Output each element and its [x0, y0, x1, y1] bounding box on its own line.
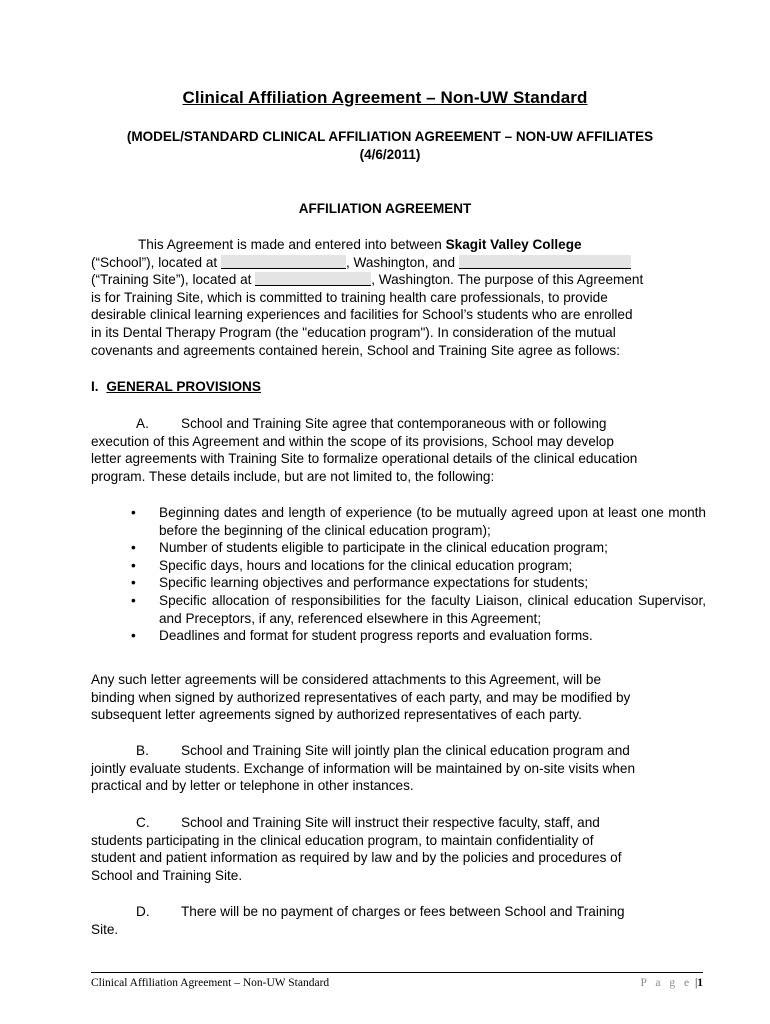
intro-line-6: in its Dental Therapy Program (the "education program"). In consideration of the mutual	[91, 324, 616, 340]
list-item: • Specific days, hours and locations for the clinical education program;	[131, 557, 573, 573]
list-item: • Number of students eligible to participate in the clinical education program;	[131, 540, 608, 556]
list-item: • Beginning dates and length of experience (to be mutually agreed upon at least one month before the beginning of the clinical education program);	[131, 505, 706, 538]
footer-divider	[91, 972, 703, 973]
agreement-heading: AFFILIATION AGREEMENT	[298, 201, 472, 216]
intro-line-2: (“School”), located at , Washington, and	[91, 254, 703, 272]
training-site-location-field[interactable]	[255, 272, 371, 286]
list-item: • Specific learning objectives and performance expectations for students;	[131, 575, 589, 591]
details-bullet-list	[131, 504, 706, 645]
footer-page-number: P a g e |1	[640, 977, 703, 989]
intro-line-5: desirable clinical learning experiences and facilities for School’s students who are enrolled	[91, 307, 633, 323]
intro-line-7: covenants and agreements contained herein, School and Training Site agree as follows:	[91, 342, 620, 358]
letter-agreements-paragraph: Any such letter agreements will be considered attachments to this Agreement, will be binding when signed by authorized representatives of each party, and may be modified by subsequent letter agreements signed by authorized representatives of each party.	[91, 672, 631, 723]
paragraph-a: A. School and Training Site agree that contemporaneous with or following execution of this Agreement and within the scope of its provisions, School may develop letter agreements with Training Site to formalize operational details of the clinical education program. These details include, but are not limited to, the following:	[91, 416, 638, 484]
school-name: Skagit Valley College	[445, 237, 582, 252]
paragraph-d: D. There will be no payment of charges or fees between School and Training Site.	[91, 904, 625, 937]
section-heading-general-provisions: I. GENERAL PROVISIONS	[91, 379, 261, 394]
intro-paragraph	[91, 236, 703, 359]
intro-line-1: This Agreement is made and entered into between Skagit Valley College	[138, 237, 582, 252]
list-item: • Deadlines and format for student progress reports and evaluation forms.	[131, 628, 593, 644]
paragraph-b: B. School and Training Site will jointly plan the clinical education program and jointly evaluate students. Exchange of information will be maintained by on-site visits when practical and by letter or telephone in other instances.	[91, 743, 636, 794]
list-item: • Specific allocation of responsibilities for the faculty Liaison, clinical education Supervisor, and Preceptors, if any, referenced elsewhere in this Agreement;	[131, 592, 706, 626]
training-site-name-field[interactable]	[459, 255, 631, 269]
footer-document-title: Clinical Affiliation Agreement – Non-UW Standard	[91, 977, 330, 989]
paragraph-c: C. School and Training Site will instruct their respective faculty, staff, and students participating in the clinical education program, to maintain confidentiality of student and patient information as required by law and by the policies and procedures of School and Training Site.	[91, 815, 622, 883]
subtitle-date: (4/6/2011)	[359, 147, 421, 162]
document-title: Clinical Affiliation Agreement – Non-UW Standard	[182, 88, 588, 107]
school-location-field[interactable]	[221, 255, 346, 269]
subtitle-line-1: (MODEL/STANDARD CLINICAL AFFILIATION AGREEMENT – NON-UW AFFILIATES	[126, 129, 654, 144]
intro-line-4: is for Training Site, which is committed to training health care professionals, to provide	[91, 289, 608, 305]
document-subtitle	[60, 128, 720, 164]
intro-line-3: (“Training Site”), located at , Washington. The purpose of this Agreement	[91, 272, 644, 288]
